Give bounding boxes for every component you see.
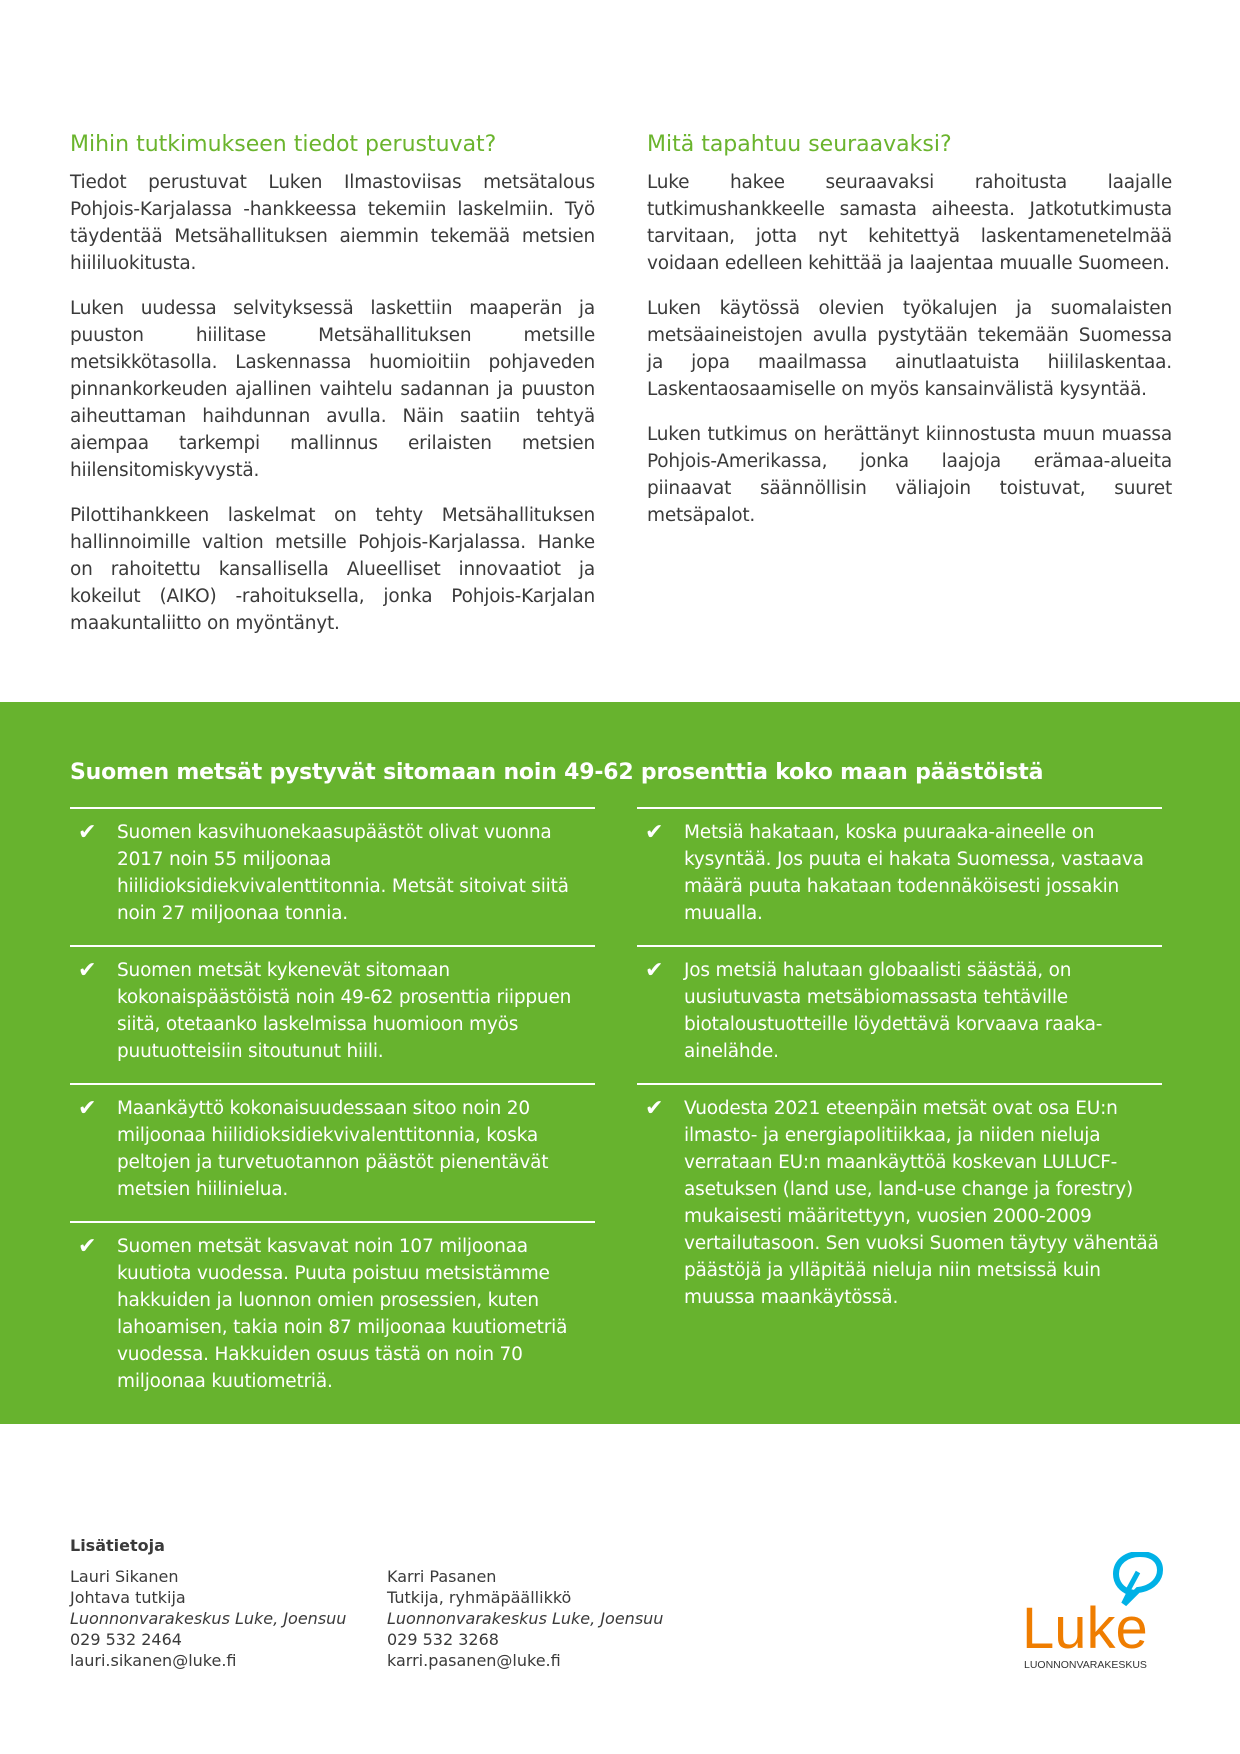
- fact-text: Jos metsiä halutaan globaalisti säästää, on uusiutuvasta metsäbiomassasta tehtäville biotaloustuotteille löydettävä korvaava raaka-ainelähde.: [684, 960, 1103, 1062]
- paragraph: Luken uudessa selvityksessä laskettiin maaperän ja puuston hiilitase Metsähallituksen metsille metsikkötasolla. Laskennassa huomioitiin pohjaveden pinnankorkeuden ajallinen vaihtelu sadannan ja puuston aiheuttaman haihdunnan avulla. Näin saatiin tehtyä aiempaa tarkempi mallinnus erilaisten metsien hiilensitomiskyvystä.: [70, 298, 595, 481]
- contact-email[interactable]: karri.pasanen@luke.fi: [387, 1651, 561, 1670]
- band-heading: Suomen metsät pystyvät sitomaan noin 49-62 prosenttia koko maan päästöistä: [70, 760, 1044, 785]
- contact-name: Karri Pasanen: [387, 1567, 497, 1586]
- facts-left: [70, 807, 595, 1413]
- section-heading: Mihin tutkimukseen tiedot perustuvat?: [70, 132, 497, 157]
- logo-subtitle: LUONNONVARAKESKUS: [1024, 1659, 1147, 1671]
- contact-title: Johtava tutkija: [70, 1588, 186, 1607]
- facts-band: [0, 702, 1240, 1424]
- luke-logo: [1022, 1552, 1172, 1672]
- contact-phone: 029 532 3268: [387, 1630, 499, 1649]
- paragraph: Luken tutkimus on herättänyt kiinnostusta muun muassa Pohjois-Amerikassa, jonka laajoja erämaa-alueita piinaavat säännöllisin väliajoin toistuvat, suuret metsäpalot.: [647, 424, 1172, 526]
- fact-item: [70, 1083, 595, 1221]
- check-icon: ✔: [645, 1096, 664, 1121]
- fact-text: Metsiä hakataan, koska puuraaka-aineelle on kysyntää. Jos puuta ei hakata Suomessa, vastaava määrä puuta hakataan todennäköisesti jossakin muualla.: [684, 822, 1144, 924]
- check-icon: ✔: [78, 1234, 97, 1259]
- contact-org: Luonnonvarakeskus Luke, Joensuu: [387, 1609, 664, 1628]
- contact-email[interactable]: lauri.sikanen@luke.fi: [70, 1651, 237, 1670]
- fact-item: [637, 1083, 1162, 1329]
- contact-phone: 029 532 2464: [70, 1630, 182, 1649]
- contact-name: Lauri Sikanen: [70, 1567, 179, 1586]
- contact-info: [70, 1535, 664, 1670]
- right-column: [647, 132, 1172, 547]
- logo-word: Luke: [1022, 1596, 1148, 1661]
- fact-text: Maankäyttö kokonaisuudessaan sitoo noin 20 miljoonaa hiilidioksidiekvivalenttitonnia, koska peltojen ja turvetuotannon päästöt pienentävät metsien hiilinielua.: [117, 1098, 549, 1200]
- left-column: [70, 132, 595, 655]
- paragraph: Luken käytössä olevien työkalujen ja suomalaisten metsäaineistojen avulla pystytään tekemään Suomessa ja jopa maailmassa ainutlaatuista hiililaskentaa. Laskentaosaamiselle on myös kansainvälistä kysyntää.: [647, 298, 1172, 400]
- contact-card: [387, 1566, 687, 1671]
- contact-label: Lisätietoja: [70, 1536, 165, 1555]
- check-icon: ✔: [645, 958, 664, 983]
- contact-org: Luonnonvarakeskus Luke, Joensuu: [70, 1609, 347, 1628]
- section-heading: Mitä tapahtuu seuraavaksi?: [647, 132, 952, 157]
- fact-item: [70, 807, 595, 945]
- check-icon: ✔: [78, 958, 97, 983]
- fact-text: Suomen metsät kykenevät sitomaan kokonaispäästöistä noin 49-62 prosenttia riippuen siitä, otetaanko laskelmissa huomioon myös puutuotteisiin sitoutunut hiili.: [117, 960, 572, 1062]
- fact-text: Vuodesta 2021 eteenpäin metsät ovat osa EU:n ilmasto- ja energiapolitiikkaa, ja niiden nieluja verrataan EU:n maankäyttöä koskevan LULUCF-asetuksen (land use, land-use change ja forestry) mukaisesti määritettyyn, vuosien 2000-2009 vertailutasoon. Sen vuoksi Suomen täytyy vähentää päästöjä ja ylläpitää nieluja niin metsissä kuin muussa maankäytössä.: [684, 1098, 1159, 1308]
- fact-item: [70, 1221, 595, 1413]
- fact-item: [637, 945, 1162, 1083]
- contact-title: Tutkija, ryhmäpäällikkö: [387, 1588, 572, 1607]
- fact-item: [637, 807, 1162, 945]
- check-icon: ✔: [645, 820, 664, 845]
- facts-right: [637, 807, 1162, 1329]
- contact-card: [70, 1566, 370, 1671]
- paragraph: Pilottihankkeen laskelmat on tehty Metsähallituksen hallinnoimille valtion metsille Pohjois-Karjalassa. Hanke on rahoitettu kansallisella Alueelliset innovaatiot ja kokeilut (AIKO) -rahoituksella, jonka Pohjois-Karjalan maakuntaliitto on myöntänyt.: [70, 505, 595, 634]
- check-icon: ✔: [78, 1096, 97, 1121]
- fact-item: [70, 945, 595, 1083]
- fact-text: Suomen metsät kasvavat noin 107 miljoonaa kuutiota vuodessa. Puuta poistuu metsistämme hakkuiden ja luonnon omien prosessien, kuten lahoamisen, takia noin 87 miljoonaa kuutiometriä vuodessa. Hakkuiden osuus tästä on noin 70 miljoonaa kuutiometriä.: [117, 1236, 568, 1392]
- paragraph: Tiedot perustuvat Luken Ilmastoviisas metsätalous Pohjois-Karjalassa -hankkeessa tekemiin laskelmiin. Työ täydentää Metsähallituksen aiemmin tekemää metsien hiililuokitusta.: [70, 172, 595, 274]
- check-icon: ✔: [78, 820, 97, 845]
- fact-text: Suomen kasvihuonekaasupäästöt olivat vuonna 2017 noin 55 miljoonaa hiilidioksidiekvivalenttitonnia. Metsät sitoivat siitä noin 27 miljoonaa tonnia.: [117, 822, 569, 924]
- paragraph: Luke hakee seuraavaksi rahoitusta laajalle tutkimushankkeelle samasta aiheesta. Jatkotutkimusta tarvitaan, jotta nyt kehitettyä laskentamenetelmää voidaan edelleen kehittää ja laajentaa muualle Suomeen.: [647, 172, 1172, 274]
